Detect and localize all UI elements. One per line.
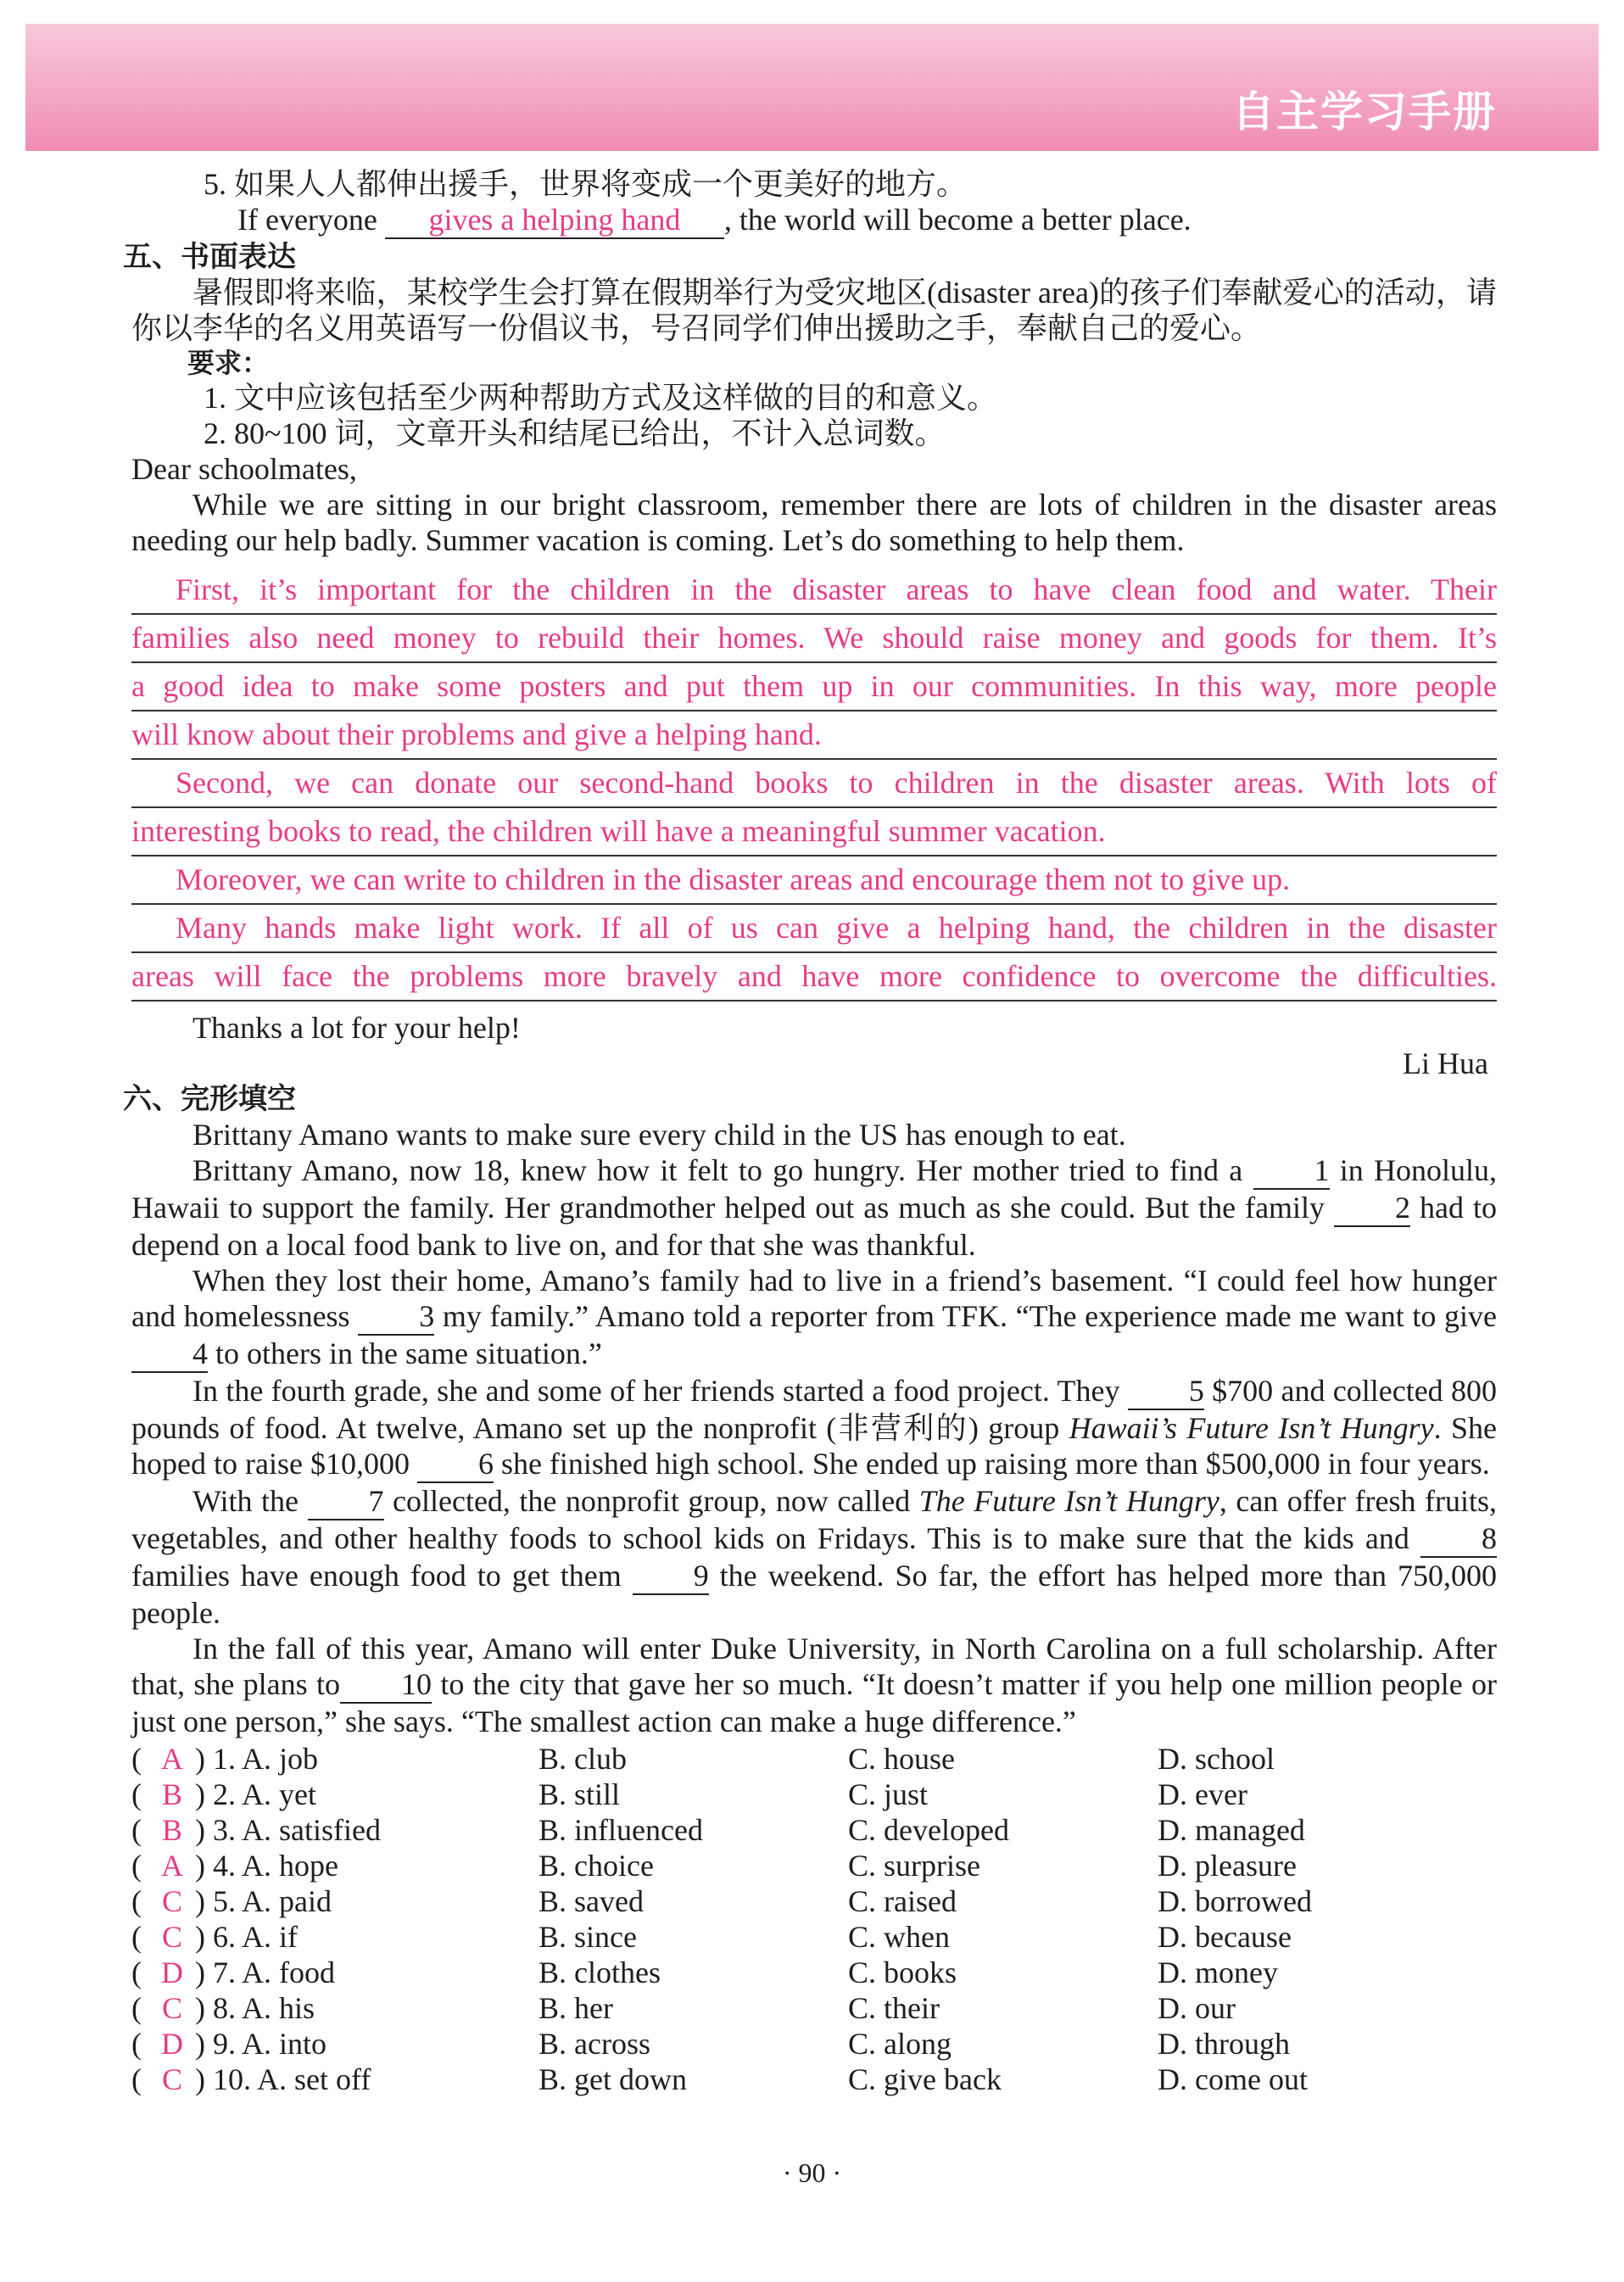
- letter-opening: While we are sitting in our bright classroom, remember there are lots of children in the disaster areas needing our help badly. Summer vacation is coming. Let’s do something to help them.: [131, 488, 1497, 557]
- answer-letter: D: [161, 1956, 183, 1989]
- blank-9: 9: [633, 1558, 709, 1595]
- passage-paragraph-3: In the fourth grade, she and some of her friends started a food project. They 5 $700 and collected 800 pounds of food. At twelve, Amano set up the nonprofit (非营利的) group Hawaii’s Future Isn’t Hungry. She hoped to raise $10,000 6 she finished high school. She ended up raising more than $500,000 in four years.: [131, 1373, 1497, 1483]
- page-number: · 90 ·: [782, 2157, 842, 2188]
- letter-greeting: Dear schoolmates,: [131, 452, 357, 486]
- answer-line: interesting books to read, the children will have a meaningful summer vacation.: [131, 808, 1497, 856]
- requirements-title: 要求：: [187, 347, 270, 379]
- passage-paragraph-1: Brittany Amano, now 18, knew how it felt to go hungry. Her mother tried to find a 1 in Honolulu, Hawaii to support the family. Her grandmother helped out as much as she could. But the family 2 had to depend on a local food bank to live on, and for that she was thankful.: [131, 1153, 1498, 1262]
- question-row: ( A ) 1. A. job B. club C. house D. school: [131, 1742, 1275, 1776]
- answer-letter: C: [161, 1884, 182, 1918]
- answer-lines: [131, 566, 1497, 1002]
- requirement-1: 1. 文中应该包括至少两种帮助方式及这样做的目的和意义。: [204, 381, 998, 415]
- blank-4: 4: [131, 1336, 208, 1373]
- q5-chinese: 5. 如果人人都伸出援手，世界将变成一个更美好的地方。: [204, 167, 968, 201]
- blank-2: 2: [1334, 1190, 1410, 1227]
- letter-closing: Thanks a lot for your help!: [193, 1011, 521, 1045]
- answer-letter: A: [161, 1742, 183, 1776]
- q5-answer: gives a helping hand: [385, 202, 724, 239]
- answer-line: areas will face the problems more bravely and have more confidence to overcome the difficulties.: [131, 953, 1497, 1002]
- answer-letter: C: [161, 2062, 182, 2096]
- answer-line: First, it’s important for the children in the disaster areas to have clean food and water. Their: [131, 566, 1497, 615]
- answer-letter: C: [161, 1920, 182, 1954]
- q5-after: , the world will become a better place.: [723, 203, 1191, 237]
- answer-line: families also need money to rebuild their homes. We should raise money and goods for them. It’s: [131, 615, 1497, 663]
- answer-line: Many hands make light work. If all of us can give a helping hand, the children in the disaster: [131, 905, 1497, 953]
- passage-paragraph-4: With the 7 collected, the nonprofit group, now called The Future Isn’t Hungry, can offer fresh fruits, vegetables, and other healthy foods to school kids on Fridays. This is to make sure that the kids and 8 families have enough food to get them 9 the weekend. So far, the effort has helped more than 750,000 people.: [131, 1484, 1498, 1630]
- blank-7: 7: [308, 1483, 384, 1520]
- group-name-italic: Hawaii’s Future Isn’t Hungry: [1069, 1411, 1434, 1445]
- answer-line: Moreover, we can write to children in the disaster areas and encourage them not to give up.: [131, 856, 1497, 905]
- question-row: ( C ) 8. A. his B. her C. their D. our: [131, 1991, 1236, 2025]
- question-row: ( C ) 5. A. paid B. saved C. raised D. borrowed: [131, 1884, 1312, 1918]
- passage-intro: Brittany Amano wants to make sure every child in the US has enough to eat.: [193, 1118, 1126, 1152]
- blank-10: 10: [340, 1666, 432, 1704]
- answer-line: Second, we can donate our second-hand books to children in the disaster areas. With lots of: [131, 760, 1497, 808]
- question-row: ( B ) 3. A. satisfied B. influenced C. developed D. managed: [131, 1813, 1305, 1847]
- page-content: [123, 166, 1498, 2097]
- q5-before: If everyone: [237, 203, 377, 237]
- blank-5: 5: [1128, 1373, 1204, 1410]
- requirement-2: 2. 80~100 词，文章开头和结尾已给出，不计入总词数。: [204, 416, 946, 450]
- question-row: ( B ) 2. A. yet B. still C. just D. ever: [131, 1777, 1247, 1811]
- new-group-name-italic: The Future Isn’t Hungry: [918, 1484, 1219, 1518]
- section-6-heading: 六、完形填空: [123, 1082, 296, 1116]
- answer-letter: B: [161, 1813, 182, 1847]
- blank-1: 1: [1253, 1152, 1330, 1190]
- section-5-heading: 五、书面表达: [123, 240, 296, 274]
- question-row: ( D ) 7. A. food B. clothes C. books D. money: [131, 1956, 1278, 1989]
- options-list: [131, 1741, 1497, 2097]
- blank-6: 6: [417, 1446, 494, 1483]
- passage-paragraph-2: When they lost their home, Amano’s family had to live in a friend’s basement. “I could feel how hunger and homelessness 3 my family.” Amano told a reporter from TFK. “The experience made me want to give 4 to others in the same situation.”: [131, 1263, 1497, 1373]
- question-row: ( C ) 6. A. if B. since C. when D. because: [131, 1920, 1292, 1954]
- question-row: ( D ) 9. A. into B. across C. along D. through: [131, 2027, 1290, 2061]
- header-title: 自主学习手册: [1232, 87, 1497, 137]
- blank-8: 8: [1420, 1520, 1497, 1558]
- answer-line: a good idea to make some posters and put them up in our communities. In this way, more people: [131, 663, 1497, 711]
- answer-letter: A: [161, 1849, 183, 1883]
- writing-prompt: 暑假即将来临，某校学生会打算在假期举行为受灾地区(disaster area)的孩子们奉献爱心的活动，请你以李华的名义用英语写一份倡议书，号召同学们伸出援助之手，奉献自己的爱心。: [131, 276, 1497, 345]
- letter-signature: Li Hua: [1403, 1046, 1488, 1080]
- passage-paragraph-5: In the fall of this year, Amano will enter Duke University, in North Carolina on a full scholarship. After that, she plans to 10 to the city that gave her so much. “It doesn’t matter if you help one million people or just one person,” she says. “The smallest action can make a huge difference.”: [131, 1632, 1498, 1738]
- answer-letter: C: [161, 1991, 182, 2025]
- answer-letter: D: [161, 2027, 183, 2061]
- blank-3: 3: [358, 1298, 434, 1336]
- q5-english: [237, 202, 1497, 239]
- answer-line: will know about their problems and give a helping hand.: [131, 711, 1497, 760]
- answer-letter: B: [161, 1777, 182, 1811]
- question-row: ( A ) 4. A. hope B. choice C. surprise D. pleasure: [131, 1849, 1297, 1883]
- question-row: ( C ) 10. A. set off B. get down C. give back D. come out: [131, 2062, 1308, 2096]
